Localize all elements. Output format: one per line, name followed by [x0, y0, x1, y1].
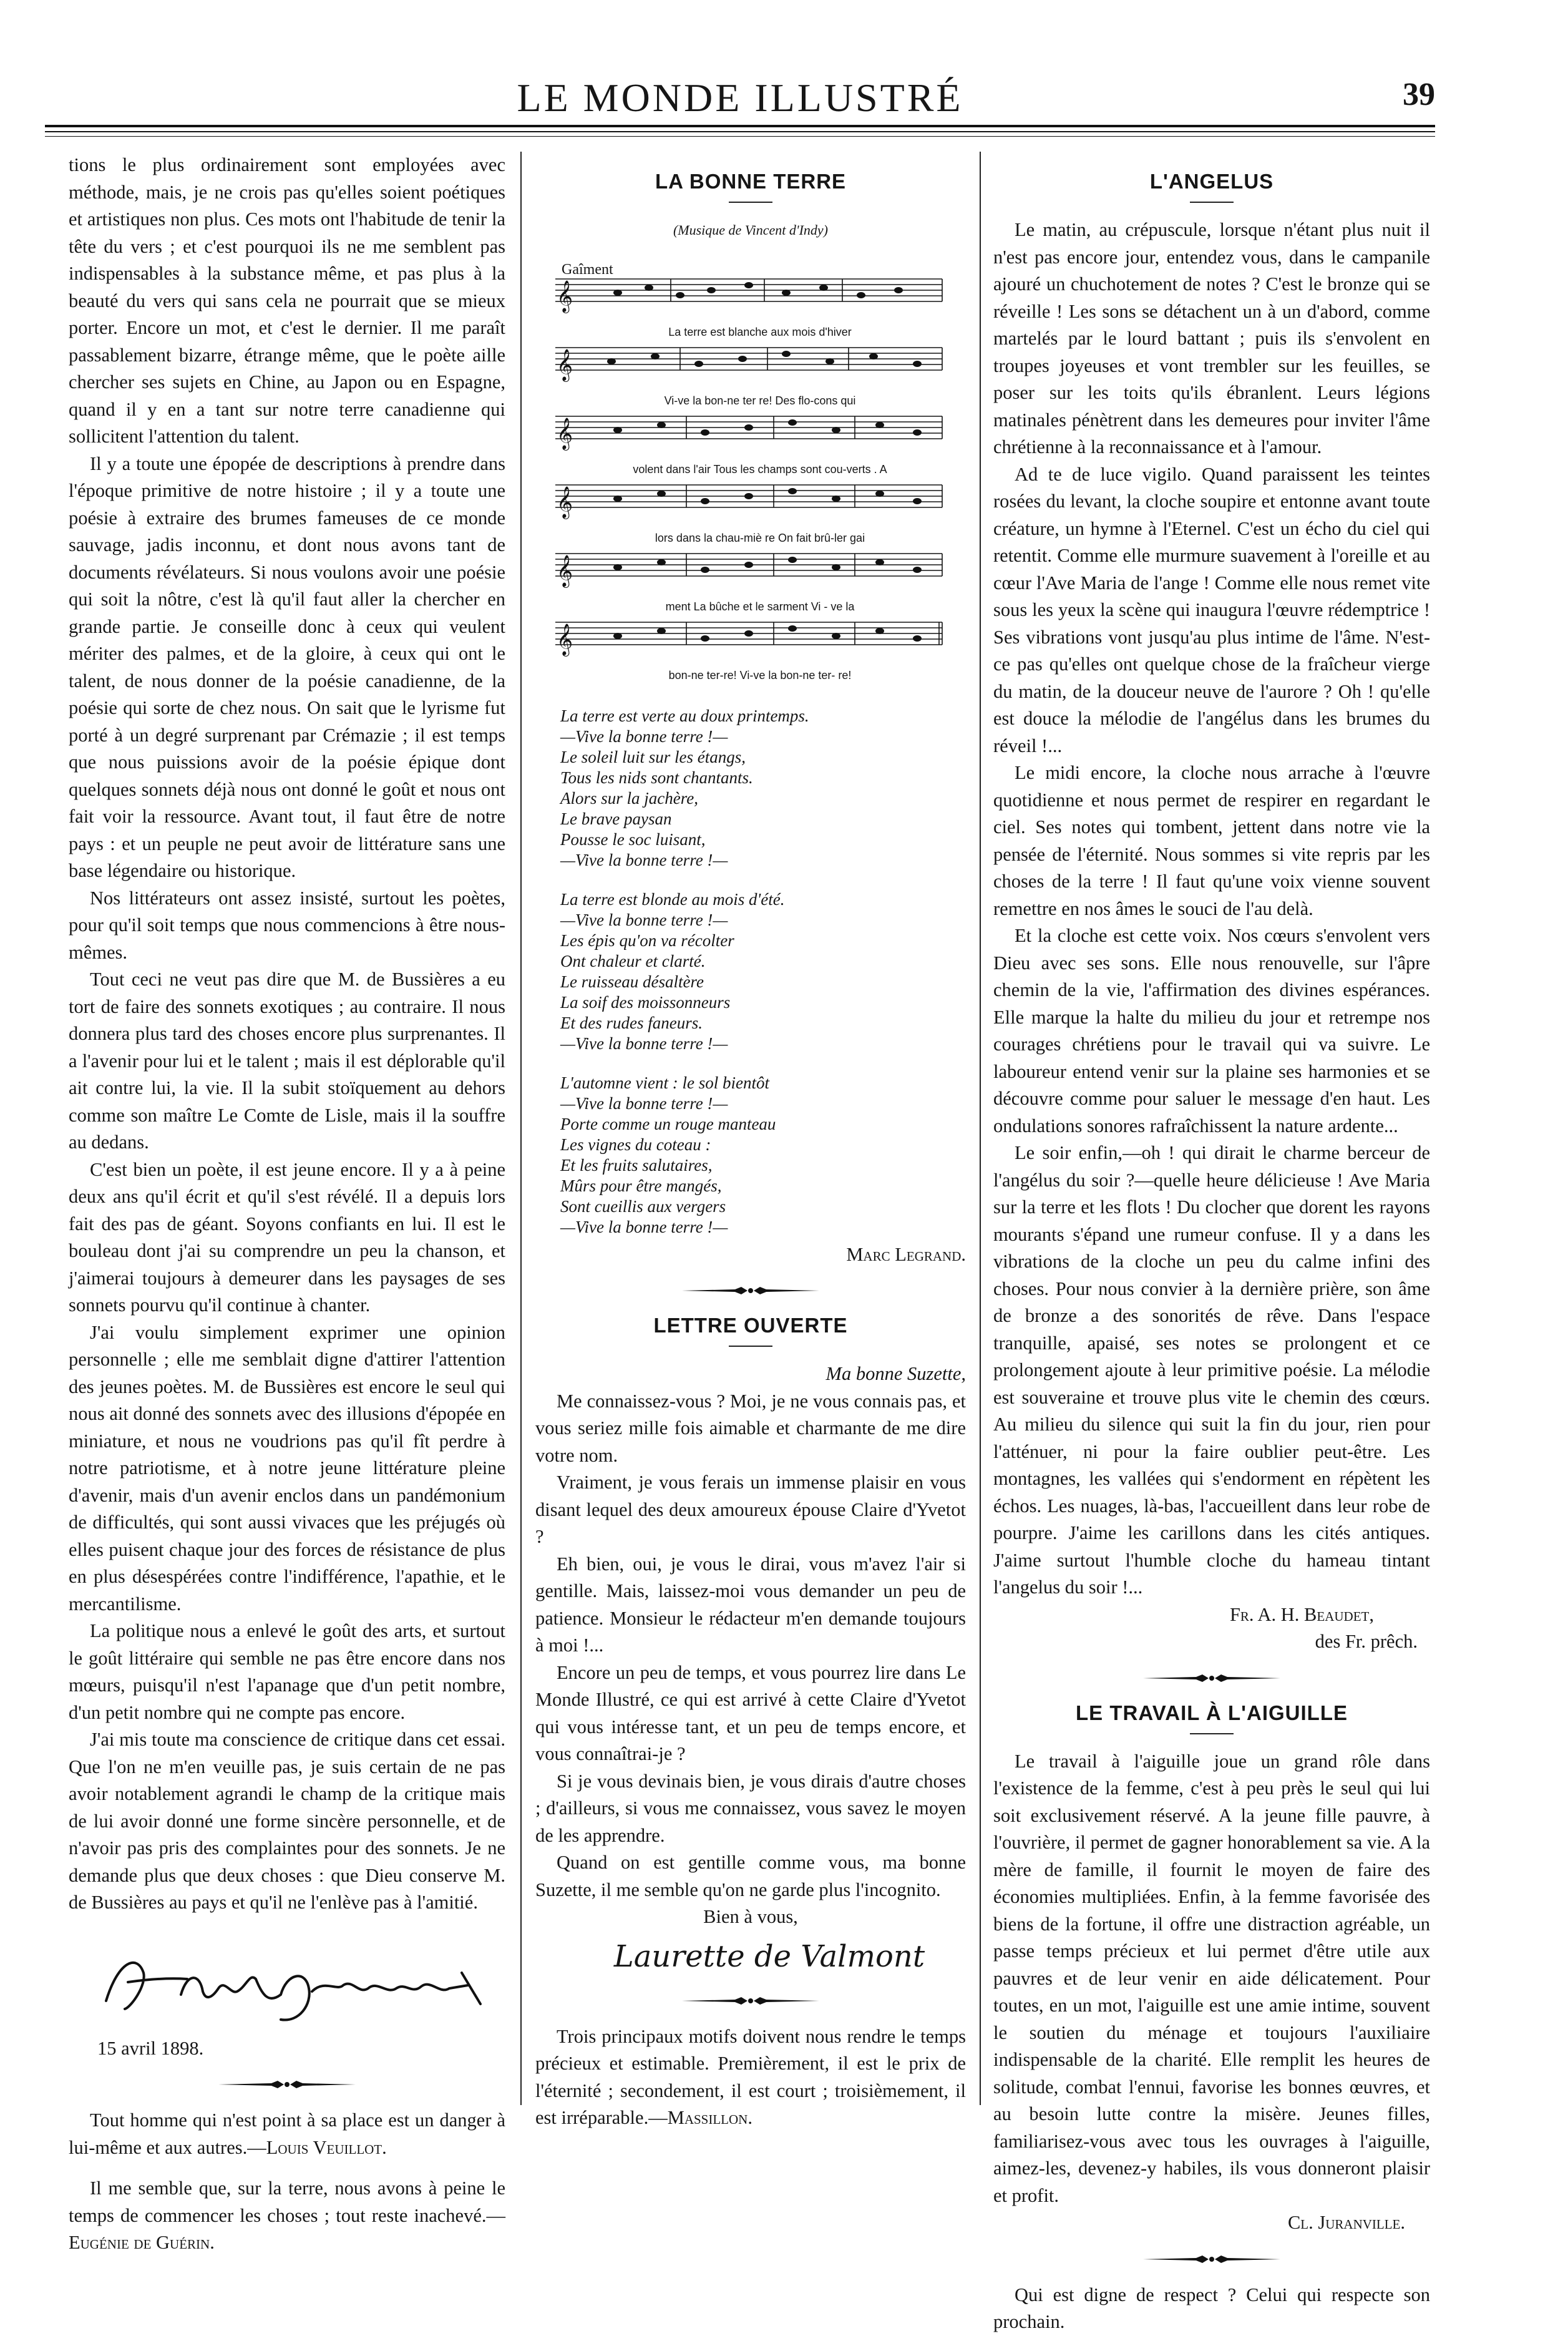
poem-line: Le soleil luit sur les étangs,: [560, 747, 746, 766]
angelus-author-title: des Fr. prêch.: [1315, 1631, 1418, 1652]
svg-text:𝄞: 𝄞: [557, 348, 573, 381]
music-lyric-line: bon-ne ter-re! Vi-ve la bon-ne ter- re!: [668, 668, 852, 682]
title-underline: [1190, 1733, 1234, 1734]
poem-line: —Vive la bonne terre !—: [560, 1217, 728, 1236]
poem-line: —Vive la bonne terre !—: [560, 726, 728, 746]
poem-stanza: [535, 706, 966, 871]
letter-paragraph: Eh bien, oui, je vous le dirai, vous m'avez l'air si gentille. Mais, laissez-moi vous demander un peu de patience. Monsieur le rédacteur m'en demande toujours à moi !...: [535, 1553, 966, 1656]
title-underline: [1190, 202, 1234, 203]
poem-line: Tous les nids sont chantants.: [560, 768, 753, 787]
angelus-paragraph: Et la cloche est cette voix. Nos cœurs s'envolent vers Dieu avec ses sons. Elle nous renouvelle, sur l'âpre chemin de la vie, l'affirmation des divines espérances. Elle marque la halte du milieu du jour et retrempe nos courages chrétiens pour le travail qui va suivre. Le laboureur entend venir sur la plaine ses harmonies et se découvre comme pour saluer le message d'en haut. Les ondulations sonores rafraîchissent la nature ardente...: [993, 925, 1430, 1136]
letter-paragraph: Encore un peu de temps, et vous pourrez lire dans Le Monde Illustré, ce qui est arrivé à cette Claire d'Yvetot qui vous intéresse tant, et un peu de temps encore, et vous connaîtrai-je ?: [535, 1661, 966, 1764]
article-paragraph: tions le plus ordinairement sont employées avec méthode, mais, je ne crois pas qu'elles soient poétiques et artistiques non plus. Ces mots ont l'habitude de tenir la tête du vers ; et c'est pourquoi ils ne me semblent pas indispensables à la substance même, et pas plus à la beauté du vers qui sans cela ne pourrait que se mieux porter. Encore un mot, et c'est le dernier. Il me paraît passablement bizarre, étrange même, que le poète aille chercher ses sujets en Chine, au Japon ou en Espagne, quand il y en a tant sur notre terre canadienne qui sollicitent l'attention du talent.: [69, 154, 505, 447]
angelus-paragraph: Le midi encore, la cloche nous arrache à l'œuvre quotidienne et nous permet de respirer en regardant le ciel. Ses notes qui tombent, jettent dans notre vie la pensée de l'éternité. Nous sommes si vite repris par les choses de la terre ! Il faut qu'une voix vienne souvent remettre en nos âmes le souci de l'au delà.: [993, 762, 1430, 919]
masthead-rule-thin: [45, 131, 1435, 132]
poem-line: Et des rudes faneurs.: [560, 1013, 703, 1032]
poem-line: Les vignes du coteau :: [560, 1135, 711, 1154]
music-lyric-line: La terre est blanche aux mois d'hiver: [668, 325, 852, 338]
poem-stanza: [535, 1073, 966, 1238]
poem-line: —Vive la bonne terre !—: [560, 850, 728, 869]
article-paragraph: Il y a toute une épopée de descriptions à prendre dans l'époque primitive de notre histoire ; il y a toute une poésie à extraire des brumes fameuses de ce monde sauvage, jadis inconnu, et dont nous avons tant de documents révélateurs. Si nous voulons avoir une poésie qui soit la nôtre, c'est là qu'il faut aller la chercher en grande partie. Je conseille donc à ceux qui veulent mériter des palmes, et de la gloire, à ceux qui ont le talent, de nous donner de la poésie canadienne, de la poésie qui sorte de chez nous. On sait que le lyrisme fut porté à un degré surprenant par Crémazie ; il est temps que nous puissions avoir de la poésie épique dont quelques sonnets déjà nous ont donné le goût et nous ont fait voir la ressource. Avant tout, il faut être de notre pays : et un peuple ne peut avoir de littérature sans une base légendaire ou historique.: [69, 452, 505, 881]
author-signature-image: [94, 1935, 505, 2029]
angelus-title: L'ANGELUS: [1149, 170, 1274, 193]
letter-paragraph: Me connaissez-vous ? Moi, je ne vous connais pas, et vous seriez mille fois aimable et charmante de me dire votre nom.: [535, 1390, 966, 1466]
angelus-paragraph: Le matin, au crépuscule, lorsque n'étant plus nuit il n'est pas encore jour, entendez vous, dans le campanile ajouré un chuchotement de notes ? C'est le bronze qui se réveille ! Les sons se détachent un à un d'abord, comme martelés par le lourd battant ; puis ils s'envolent en troupes joyeuses et vont trembler sur les feuilles, se poser sur les toits qu'ils ébranlent. Leurs légions matinales pénètrent dans les demeures pour inviter l'âme chrétienne à la reconnaissance et à l'amour.: [993, 219, 1430, 457]
poem-line: La terre est verte au doux printemps.: [560, 706, 809, 725]
music-lyric-line: Vi-ve la bon-ne ter re! Des flo-cons qui: [664, 394, 856, 407]
article-paragraph: La politique nous a enlevé le goût des arts, et surtout le goût littéraire qui semble ne pas être encore dans nos mœurs, puisqu'il n'est l'apanage que d'un petit nombre, d'un petit nombre qui ne compte pas encore.: [69, 1620, 505, 1723]
poem-author: Marc Legrand.: [846, 1243, 966, 1265]
newspaper-title: LE MONDE ILLUSTRÉ: [517, 76, 963, 120]
poem-line: —Vive la bonne terre !—: [560, 1093, 728, 1113]
poem-line: Et les fruits salutaires,: [560, 1155, 713, 1175]
poem-line: Porte comme un rouge manteau: [560, 1114, 776, 1133]
article-paragraph: Tout ceci ne veut pas dire que M. de Bussières a eu tort de faire des sonnets exotiques ; au contraire. Il nous donnera plus tard des choses encore plus surprenantes. Il a l'avenir pour lui et le talent ; mais il est déplorable qu'il ait contre lui, la vie. Il la subit stoïquement au dehors comme son maître Le Comte de Lisle, mais il la souffre au dedans.: [69, 969, 505, 1153]
title-underline: [729, 1346, 772, 1347]
poem-line: L'automne vient : le sol bientôt: [560, 1073, 769, 1092]
column-left: [69, 152, 505, 2257]
section-divider-ornament: [679, 1995, 822, 2007]
masthead-rule-thick: [45, 125, 1435, 127]
poem-line: La terre est blonde au mois d'été.: [560, 889, 785, 909]
poem-line: Alors sur la jachère,: [560, 788, 698, 808]
letter-paragraph: Vraiment, je vous ferais un immense plaisir en vous disant lequel des deux amoureux épouse Claire d'Yvetot ?: [535, 1472, 966, 1547]
poem-line: —Vive la bonne terre !—: [560, 910, 728, 929]
section-divider-ornament: [215, 2078, 359, 2091]
travail-paragraph: Le travail à l'aiguille joue un grand rôle dans l'existence de la femme, c'est à peu près le seul qui lui soit exclusivement réservé. A la jeune fille pauvre, à l'ouvrière, il permet de gagner honorablement sa vie. A la mère de famille, il fournit le moyen de faire des économies multipliées. Enfin, à la femme favorisée des biens de la fortune, il offre une distraction agréable, un passe temps précieux et lui permet d'être utile aux pauvres et de leur venir en aide délicatement. Pour toutes, en un mot, l'aiguille est une amie intime, souvent le soutien du ménage et toujours l'auxiliaire indispensable de la charité. Elle remplit les heures de solitude, combat l'ennui, favorise les bonnes œuvres, et au besoin lutte contre la misère. Jeunes filles, familiarisez-vous avec tous les ouvrages à l'aiguille, aimez-les, devenez-y habiles, ils vous donneront plaisir et profit.: [993, 1750, 1430, 2206]
letter-title: LETTRE OUVERTE: [653, 1314, 848, 1337]
page-number: 39: [1403, 77, 1435, 112]
poem-title: LA BONNE TERRE: [655, 170, 847, 193]
quote-author: —Louis Veuillot.: [247, 2136, 387, 2158]
music-lyric-line: volent dans l'air Tous les champs sont cou-verts . A: [633, 462, 887, 476]
section-divider-ornament: [1140, 1672, 1283, 1684]
svg-text:𝄞: 𝄞: [557, 280, 573, 312]
column-separator-1: [520, 152, 522, 2105]
column-separator-2: [980, 152, 981, 2105]
letter-paragraph: Si je vous devinais bien, je vous dirais d'autre choses ; d'ailleurs, si vous me connaissez, vous savez le moyen de les apprendre.: [535, 1770, 966, 1846]
quote-text: Tout homme qui n'est point à sa place est un danger à lui-même et aux autres.—Louis Veuillot.: [69, 2109, 505, 2158]
letter-salutation: Ma bonne Suzette,: [825, 1363, 966, 1384]
poem-line: Le ruisseau désaltère: [560, 972, 704, 991]
tempo-marking: Gaîment: [562, 261, 613, 278]
letter-closing: Bien à vous,: [703, 1906, 798, 1927]
column-middle: [535, 152, 966, 2132]
travail-author: Cl. Juranville.: [1287, 2212, 1405, 2233]
music-credit: (Musique de Vincent d'Indy): [673, 222, 829, 238]
poem-line: Le brave paysan: [560, 809, 672, 828]
music-lyric-line: lors dans la chau-miè re On fait brû-ler gai: [655, 531, 865, 544]
svg-text:𝄞: 𝄞: [557, 623, 573, 655]
column-right: [993, 152, 1430, 2336]
poem-line: Ont chaleur et clarté.: [560, 951, 706, 970]
poem-line: Sont cueillis aux vergers: [560, 1196, 726, 1216]
quote-text: Il me semble que, sur la terre, nous avons à peine le temps de commencer les choses ; tout reste inachevé.—Eugénie de Guérin.: [69, 2177, 505, 2253]
section-divider-ornament: [1140, 2253, 1283, 2265]
angelus-paragraph: Ad te de luce vigilo. Quand paraissent les teintes rosées du levant, la cloche soupire et entonne avant toute créature, un hymne à l'Eternel. C'est un écho du ciel qui retentit. Comme elle murmure suavement à l'oreille et au cœur l'Ave Maria de l'ange ! Comme elle nous remet vite sous les yeux la scène qui inaugura l'œuvre rédemptrice ! Ses vibrations vont jusqu'au plus intime de l'âme. N'est-ce pas qu'elles ont quelque chose de la fraîcheur vierge du matin, de la douceur neuve de l'aurore ? Oh ! qu'elle est douce la mélodie de l'angélus dans les brumes du réveil !...: [993, 463, 1430, 756]
travail-title: LE TRAVAIL À L'AIGUILLE: [1076, 1701, 1348, 1724]
poem-line: Les épis qu'on va récolter: [560, 931, 734, 950]
quote-author: —Eugénie de Guérin.: [69, 2204, 505, 2253]
quote-author: —Massillon.: [648, 2107, 752, 2128]
poem-line: Pousse le soc luisant,: [560, 829, 706, 849]
angelus-paragraph: Le soir enfin,—oh ! qui dirait le charme berceur de l'angélus du soir ?—quelle heure délicieuse ! Ave Maria sur la terre et les flots ! Du clocher que dorent les rayons mourants s'épand une rumeur confuse. Il y a dans les vibrations de la cloche un peu du calme infini des choses. Pour nous convier à la dernière prière, son âme de bronze a des sonorités de rêve. Dans l'espace tranquille, apaisé, ses notes se prolongent et ce prolongement ajoute à leur primitive poésie. La mélodie est souveraine et trouve plus vite le chemin des cœurs. Au milieu du silence qui suit la fin du jour, rien pour l'atténuer, ni pour la faire oublier peut-être. Les montagnes, les vallées qui s'endorment en répètent les échos. Les nuages, là-bas, l'accueillent dans leur robe de pourpre. J'aime les carillons dans les cités antiques. J'aime surtout l'humble cloche du hameau tintant l'angelus du soir !...: [993, 1142, 1430, 1598]
quote-text: Trois principaux motifs doivent nous rendre le temps précieux et estimable. Premièrement, il est le prix de l'éternité ; secondement, il est court ; troisièmement, il est irréparable.—Massillon.: [535, 2025, 966, 2128]
svg-text:𝄞: 𝄞: [557, 417, 573, 449]
masthead-rule-hair: [45, 136, 1435, 137]
svg-text:𝄞: 𝄞: [557, 486, 573, 518]
letter-paragraph: Quand on est gentille comme vous, ma bonne Suzette, il me semble qu'on ne garde plus l'incognito.: [535, 1852, 966, 1900]
music-score: [535, 257, 966, 687]
article-date: 15 avril 1898.: [97, 2037, 204, 2059]
poem-line: Mûrs pour être mangés,: [560, 1176, 722, 1195]
article-paragraph: J'ai mis toute ma conscience de critique dans cet essai. Que l'on ne m'en veuille pas, je suis certain de ne pas avoir notablement agrandi le champ de la critique mais de lui avoir donné une forme sincère personnelle, et de n'avoir pas pris des complaintes pour des sonnets. Je ne demande plus que deux choses : que Dieu conserve M. de Bussières au pays et qu'il ne l'enlève pas à l'amitié.: [69, 1729, 505, 1913]
poem-stanza: [535, 889, 966, 1054]
title-underline: [729, 202, 772, 203]
article-paragraph: C'est bien un poète, il est jeune encore. Il y a à peine deux ans qu'il écrit et qu'il s'est révélé. Il a depuis lors fait des pas de géant. Soyons confiants en lui. Il est le bouleau dont j'ai su comprendre un peu la chanson, et j'aimerai toujours à demeurer dans les paysages de ses sonnets pourvu qu'il continue à chanter.: [69, 1158, 505, 1316]
masthead: [45, 75, 1435, 119]
svg-text:𝄞: 𝄞: [557, 554, 573, 587]
poem-line: La soif des moissonneurs: [560, 992, 731, 1012]
letter-signature: Laurette de Valmont: [613, 1938, 925, 1974]
final-quote: Qui est digne de respect ? Celui qui respecte son prochain.: [993, 2284, 1430, 2332]
poem-line: —Vive la bonne terre !—: [560, 1034, 728, 1053]
angelus-author: Fr. A. H. Beaudet,: [1229, 1603, 1374, 1625]
music-lyric-line: ment La bûche et le sarment Vi - ve la: [665, 600, 855, 613]
section-divider-ornament: [679, 1284, 822, 1297]
article-paragraph: Nos littérateurs ont assez insisté, surtout les poètes, pour qu'il soit temps que nous commencions à être nous-mêmes.: [69, 887, 505, 963]
article-paragraph: J'ai voulu simplement exprimer une opinion personnelle ; elle me semblait digne d'attirer l'attention des jeunes poètes. M. de Bussières est encore le seul qui nous ait donné des sonnets avec des illusions d'épopée en miniature, et nous ne voudrions pas qu'il fît perdre à notre patriotisme, et à notre jeune littérature pleine d'avenir, mais d'un avenir enclos dans un pandémonium de difficultés, qui sont aussi vivaces que les préjugés où elles puisent chaque jour des forces de résistance de plus en plus désespérées contre l'indifférence, l'apathie, et le mercantilisme.: [69, 1321, 505, 1615]
